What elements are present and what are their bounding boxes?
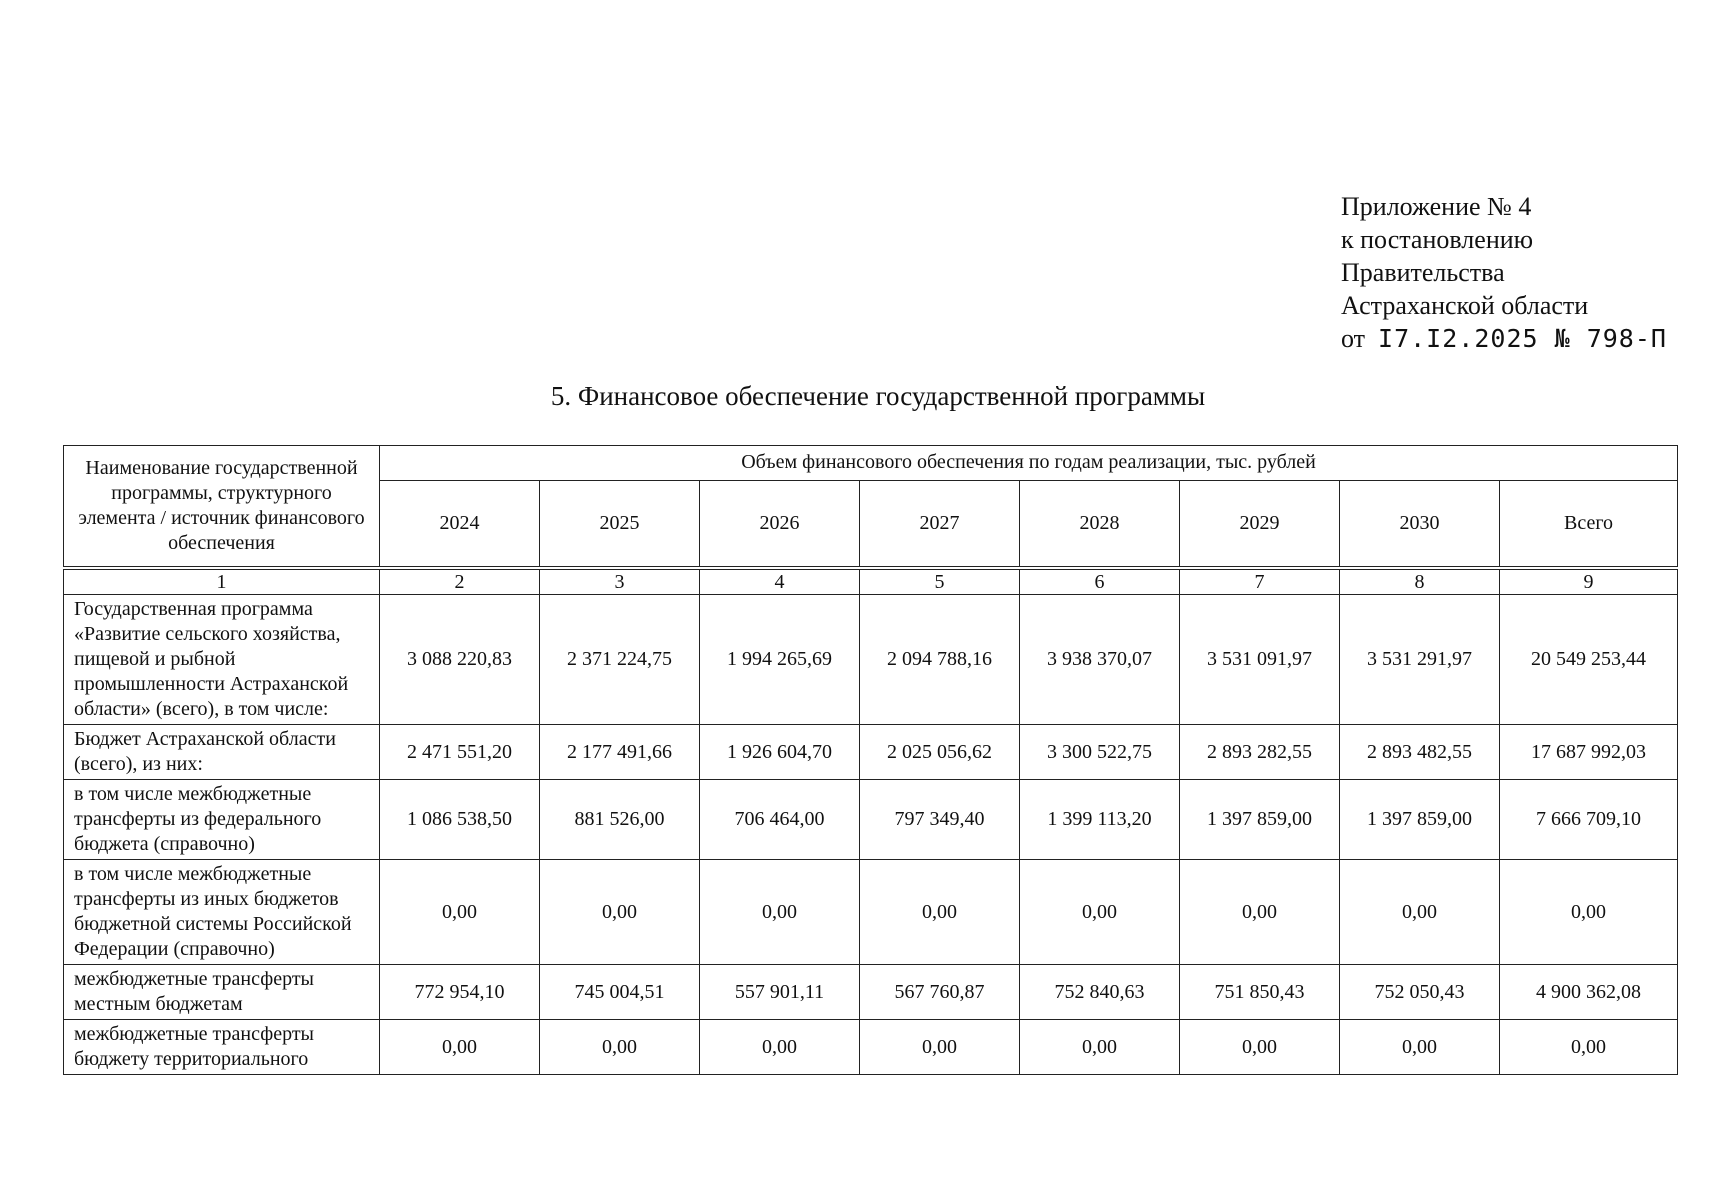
row-value: 2 371 224,75: [540, 595, 700, 725]
table-row: [64, 725, 1678, 780]
appendix-date-stamp: I7.I2.2025 № 798-П: [1378, 324, 1667, 353]
row-name: межбюджетные трансферты местным бюджетам: [64, 965, 380, 1020]
row-value: 0,00: [380, 860, 540, 965]
row-value: 2 893 282,55: [1180, 725, 1340, 780]
row-value: 1 397 859,00: [1340, 780, 1500, 860]
column-number: 8: [1340, 568, 1500, 595]
column-number: 6: [1020, 568, 1180, 595]
row-value: 0,00: [1180, 860, 1340, 965]
row-value: 0,00: [1020, 860, 1180, 965]
row-value: 0,00: [1180, 1020, 1340, 1075]
appendix-region: Астраханской области: [1341, 291, 1589, 320]
row-name: Бюджет Астраханской области (всего), из них:: [64, 725, 380, 780]
row-value: 2 177 491,66: [540, 725, 700, 780]
row-value: 706 464,00: [700, 780, 860, 860]
column-number-row: [64, 568, 1678, 595]
row-value: 3 938 370,07: [1020, 595, 1180, 725]
year-header: 2025: [540, 480, 700, 568]
row-value: 2 471 551,20: [380, 725, 540, 780]
row-value: 567 760,87: [860, 965, 1020, 1020]
appendix-government: Правительства: [1341, 258, 1505, 287]
appendix-date-line: [1341, 322, 1667, 355]
row-name: Государственная программа «Развитие сельского хозяйства, пищевой и рыбной промышленности Астраханской области» (всего), в том числе:: [64, 595, 380, 725]
appendix-number: Приложение № 4: [1341, 192, 1532, 221]
appendix-date-prefix: от: [1341, 324, 1366, 353]
row-value: 2 094 788,16: [860, 595, 1020, 725]
year-header: 2026: [700, 480, 860, 568]
year-header: 2024: [380, 480, 540, 568]
total-header: Всего: [1500, 480, 1678, 568]
section-title: 5. Финансовое обеспечение государственной программы: [550, 381, 1206, 411]
row-value: 0,00: [1340, 860, 1500, 965]
year-header: 2028: [1020, 480, 1180, 568]
row-name: в том числе межбюджетные трансферты из федерального бюджета (справочно): [64, 780, 380, 860]
row-value: 0,00: [700, 860, 860, 965]
row-value: 0,00: [860, 1020, 1020, 1075]
table-row: [64, 595, 1678, 725]
row-value: 0,00: [1020, 1020, 1180, 1075]
column-number: 9: [1500, 568, 1678, 595]
row-value: 881 526,00: [540, 780, 700, 860]
row-total: 20 549 253,44: [1500, 595, 1678, 725]
table-row: [64, 965, 1678, 1020]
column-number: 7: [1180, 568, 1340, 595]
row-value: 797 349,40: [860, 780, 1020, 860]
column-number: 2: [380, 568, 540, 595]
row-value: 1 994 265,69: [700, 595, 860, 725]
row-value: 557 901,11: [700, 965, 860, 1020]
row-value: 0,00: [700, 1020, 860, 1075]
year-header: 2030: [1340, 480, 1500, 568]
column-number: 4: [700, 568, 860, 595]
row-value: 745 004,51: [540, 965, 700, 1020]
row-value: 772 954,10: [380, 965, 540, 1020]
row-total: 7 666 709,10: [1500, 780, 1678, 860]
row-value: 1 086 538,50: [380, 780, 540, 860]
row-total: 4 900 362,08: [1500, 965, 1678, 1020]
row-value: 3 300 522,75: [1020, 725, 1180, 780]
column-number: 1: [64, 568, 380, 595]
row-value: 1 926 604,70: [700, 725, 860, 780]
row-value: 1 399 113,20: [1020, 780, 1180, 860]
row-value: 3 088 220,83: [380, 595, 540, 725]
name-column-header: Наименование государственной программы, структурного элемента / источник финансового обеспечения: [64, 446, 380, 569]
row-value: 2 025 056,62: [860, 725, 1020, 780]
appendix-to-resolution: к постановлению: [1341, 225, 1534, 254]
financing-table: [63, 445, 1678, 1075]
row-value: 751 850,43: [1180, 965, 1340, 1020]
year-header: 2027: [860, 480, 1020, 568]
year-header: 2029: [1180, 480, 1340, 568]
row-value: 0,00: [860, 860, 1020, 965]
row-value: 0,00: [540, 1020, 700, 1075]
row-value: 2 893 482,55: [1340, 725, 1500, 780]
row-name: межбюджетные трансферты бюджету территориального: [64, 1020, 380, 1075]
row-value: 752 840,63: [1020, 965, 1180, 1020]
header-row-top: [64, 446, 1678, 481]
appendix-header: [1341, 190, 1667, 355]
row-value: 0,00: [540, 860, 700, 965]
row-value: 752 050,43: [1340, 965, 1500, 1020]
row-value: 3 531 091,97: [1180, 595, 1340, 725]
row-total: 0,00: [1500, 1020, 1678, 1075]
column-number: 3: [540, 568, 700, 595]
table-row: [64, 860, 1678, 965]
volume-header: Объем финансового обеспечения по годам реализации, тыс. рублей: [380, 446, 1678, 481]
row-total: 17 687 992,03: [1500, 725, 1678, 780]
row-value: 0,00: [1340, 1020, 1500, 1075]
row-value: 1 397 859,00: [1180, 780, 1340, 860]
row-name: в том числе межбюджетные трансферты из иных бюджетов бюджетной системы Российской Федерации (справочно): [64, 860, 380, 965]
table-row: [64, 780, 1678, 860]
row-value: 0,00: [380, 1020, 540, 1075]
table-row: [64, 1020, 1678, 1075]
row-total: 0,00: [1500, 860, 1678, 965]
column-number: 5: [860, 568, 1020, 595]
row-value: 3 531 291,97: [1340, 595, 1500, 725]
